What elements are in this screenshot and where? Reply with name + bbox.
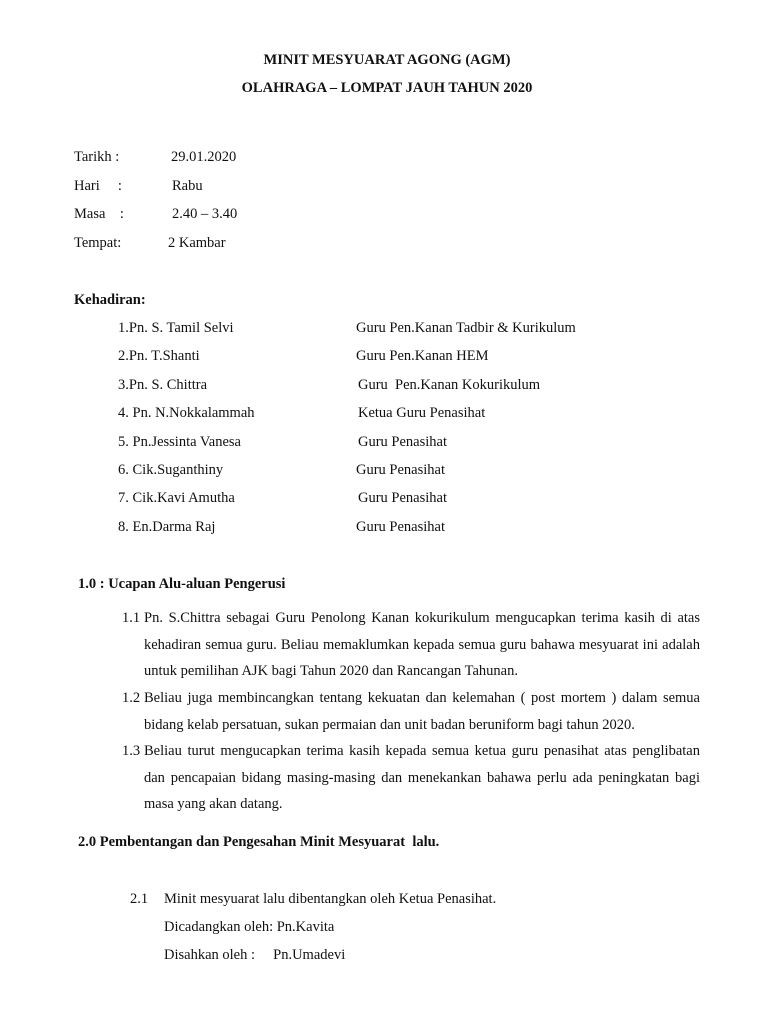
attendee-role: Guru Pen.Kanan Kokurikulum	[358, 377, 541, 393]
attendee-name: 8. En.Darma Raj	[118, 519, 216, 535]
item-text: Beliau turut mengucapkan terima kasih kepada semua ketua guru penasihat atas penglibatan dan pencapaian bidang masing-masing dan menekankan bahawa perlu ada peningkatan bagi masa yang akan datang.	[144, 743, 700, 813]
day-label: Hari :	[74, 178, 122, 194]
section-2-heading: 2.0 Pembentangan dan Pengesahan Minit Mesyuarat lalu.	[78, 834, 440, 850]
attendee-role: Guru Pen.Kanan Tadbir & Kurikulum	[356, 320, 576, 336]
date-value: 29.01.2020	[171, 149, 237, 165]
proposed-by: Dicadangkan oleh: Pn.Kavita	[164, 919, 335, 935]
document-title: MINIT MESYUARAT AGONG (AGM)	[263, 52, 511, 68]
item-text: Beliau juga membincangkan tentang kekuatan dan kelemahan ( post mortem ) dalam semua bidang kelab persatuan, sukan permaian dan unit badan beruniform bagi tahun 2020.	[144, 690, 700, 733]
attendee-role: Ketua Guru Penasihat	[358, 405, 486, 421]
item-text: Pn. S.Chittra sebagai Guru Penolong Kanan kokurikulum mengucapkan terima kasih di atas kehadiran semua guru. Beliau memaklumkan kepada semua guru bahawa mesyuarat ini adalah untuk pemilihan AJK bagi Tahun 2020 dan Rancangan Tahunan.	[144, 610, 700, 680]
attendee-role: Guru Pen.Kanan HEM	[356, 348, 489, 364]
attendee-name: 6. Cik.Suganthiny	[118, 462, 224, 478]
item-number: 2.1	[130, 891, 149, 907]
attendee-name: 3.Pn. S. Chittra	[118, 377, 208, 393]
item-number: 1.2	[122, 690, 141, 706]
attendee-name: 5. Pn.Jessinta Vanesa	[118, 434, 241, 450]
item-number: 1.3	[122, 743, 141, 759]
document-subtitle: OLAHRAGA – LOMPAT JAUH TAHUN 2020	[241, 80, 533, 96]
attendee-role: Guru Penasihat	[358, 490, 447, 506]
section-1-heading: 1.0 : Ucapan Alu-aluan Pengerusi	[78, 576, 286, 592]
attendance-heading: Kehadiran:	[74, 292, 146, 308]
date-label: Tarikh :	[74, 149, 120, 165]
attendee-name: 1.Pn. S. Tamil Selvi	[118, 320, 234, 336]
item-text: Minit mesyuarat lalu dibentangkan oleh Ketua Penasihat.	[164, 891, 497, 907]
item-number: 1.1	[122, 610, 141, 626]
venue-label: Tempat:	[74, 235, 122, 251]
attendee-role: Guru Penasihat	[358, 434, 447, 450]
approved-by: Disahkan oleh : Pn.Umadevi	[164, 947, 346, 963]
day-value: Rabu	[172, 178, 203, 194]
time-label: Masa :	[74, 206, 124, 222]
time-value: 2.40 – 3.40	[172, 206, 238, 222]
venue-value: 2 Kambar	[168, 235, 226, 251]
attendee-role: Guru Penasihat	[356, 519, 445, 535]
attendee-name: 4. Pn. N.Nokkalammah	[118, 405, 255, 421]
attendee-role: Guru Penasihat	[356, 462, 445, 478]
attendee-name: 7. Cik.Kavi Amutha	[118, 490, 235, 506]
attendee-name: 2.Pn. T.Shanti	[118, 348, 200, 364]
